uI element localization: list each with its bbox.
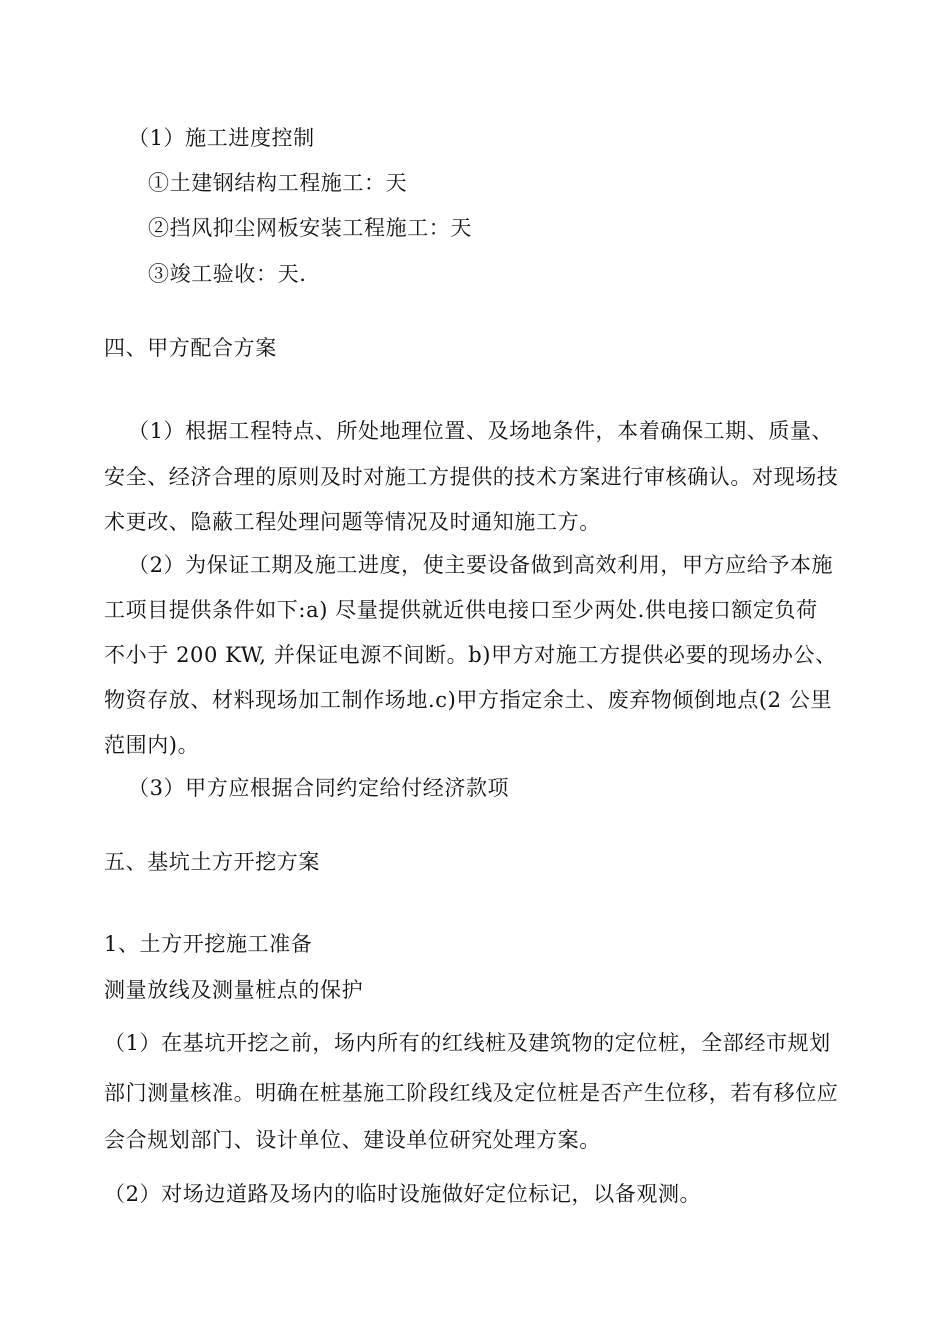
paragraph-line: 工项目提供条件如下:a) 尽量提供就近供电接口至少两处.供电接口额定负荷 [104, 598, 818, 622]
schedule-heading: （1）施工进度控制 [128, 126, 315, 150]
paragraph-line: 物资存放、材料现场加工制作场地.c)甲方指定余土、废弃物倾倒地点(2 公里 [104, 688, 833, 712]
paragraph-line: 部门测量核准。明确在桩基施工阶段红线及定位桩是否产生位移，若有移位应 [104, 1081, 839, 1105]
section-title: 五、基坑土方开挖方案 [104, 850, 320, 874]
paragraph-line: （2）对场边道路及场内的临时设施做好定位标记，以备观测。 [104, 1182, 702, 1206]
section-title: 四、甲方配合方案 [104, 336, 277, 360]
paragraph-line: （3）甲方应根据合同约定给付经济款项 [128, 776, 510, 800]
subsection-title: 1、土方开挖施工准备 [104, 932, 313, 956]
schedule-item: ②挡风抑尘网板安装工程施工：天 [148, 216, 472, 240]
paragraph-line: （1）在基坑开挖之前，场内所有的红线桩及建筑物的定位桩，全部经市规划 [104, 1031, 831, 1055]
paragraph-line: （1）根据工程特点、所处地理位置、及场地条件，本着确保工期、质量、 [128, 419, 834, 443]
schedule-item: ①土建钢结构工程施工：天 [148, 171, 408, 195]
paragraph-line: 范围内)。 [104, 733, 200, 757]
paragraph-line: 会合规划部门、设计单位、建设单位研究处理方案。 [104, 1128, 601, 1152]
paragraph-line: 术更改、隐蔽工程处理问题等情况及时通知施工方。 [104, 510, 601, 534]
paragraph-line: 安全、经济合理的原则及时对施工方提供的技术方案进行审核确认。对现场技 [104, 465, 839, 489]
paragraph-line: 不小于 200 KW, 并保证电源不间断。b)甲方对施工方提供必要的现场办公、 [104, 643, 837, 667]
paragraph-line: （2）为保证工期及施工进度，使主要设备做到高效利用，甲方应给予本施 [128, 553, 834, 577]
subsection-heading: 测量放线及测量桩点的保护 [104, 978, 364, 1002]
schedule-item: ③竣工验收：天. [148, 262, 307, 286]
